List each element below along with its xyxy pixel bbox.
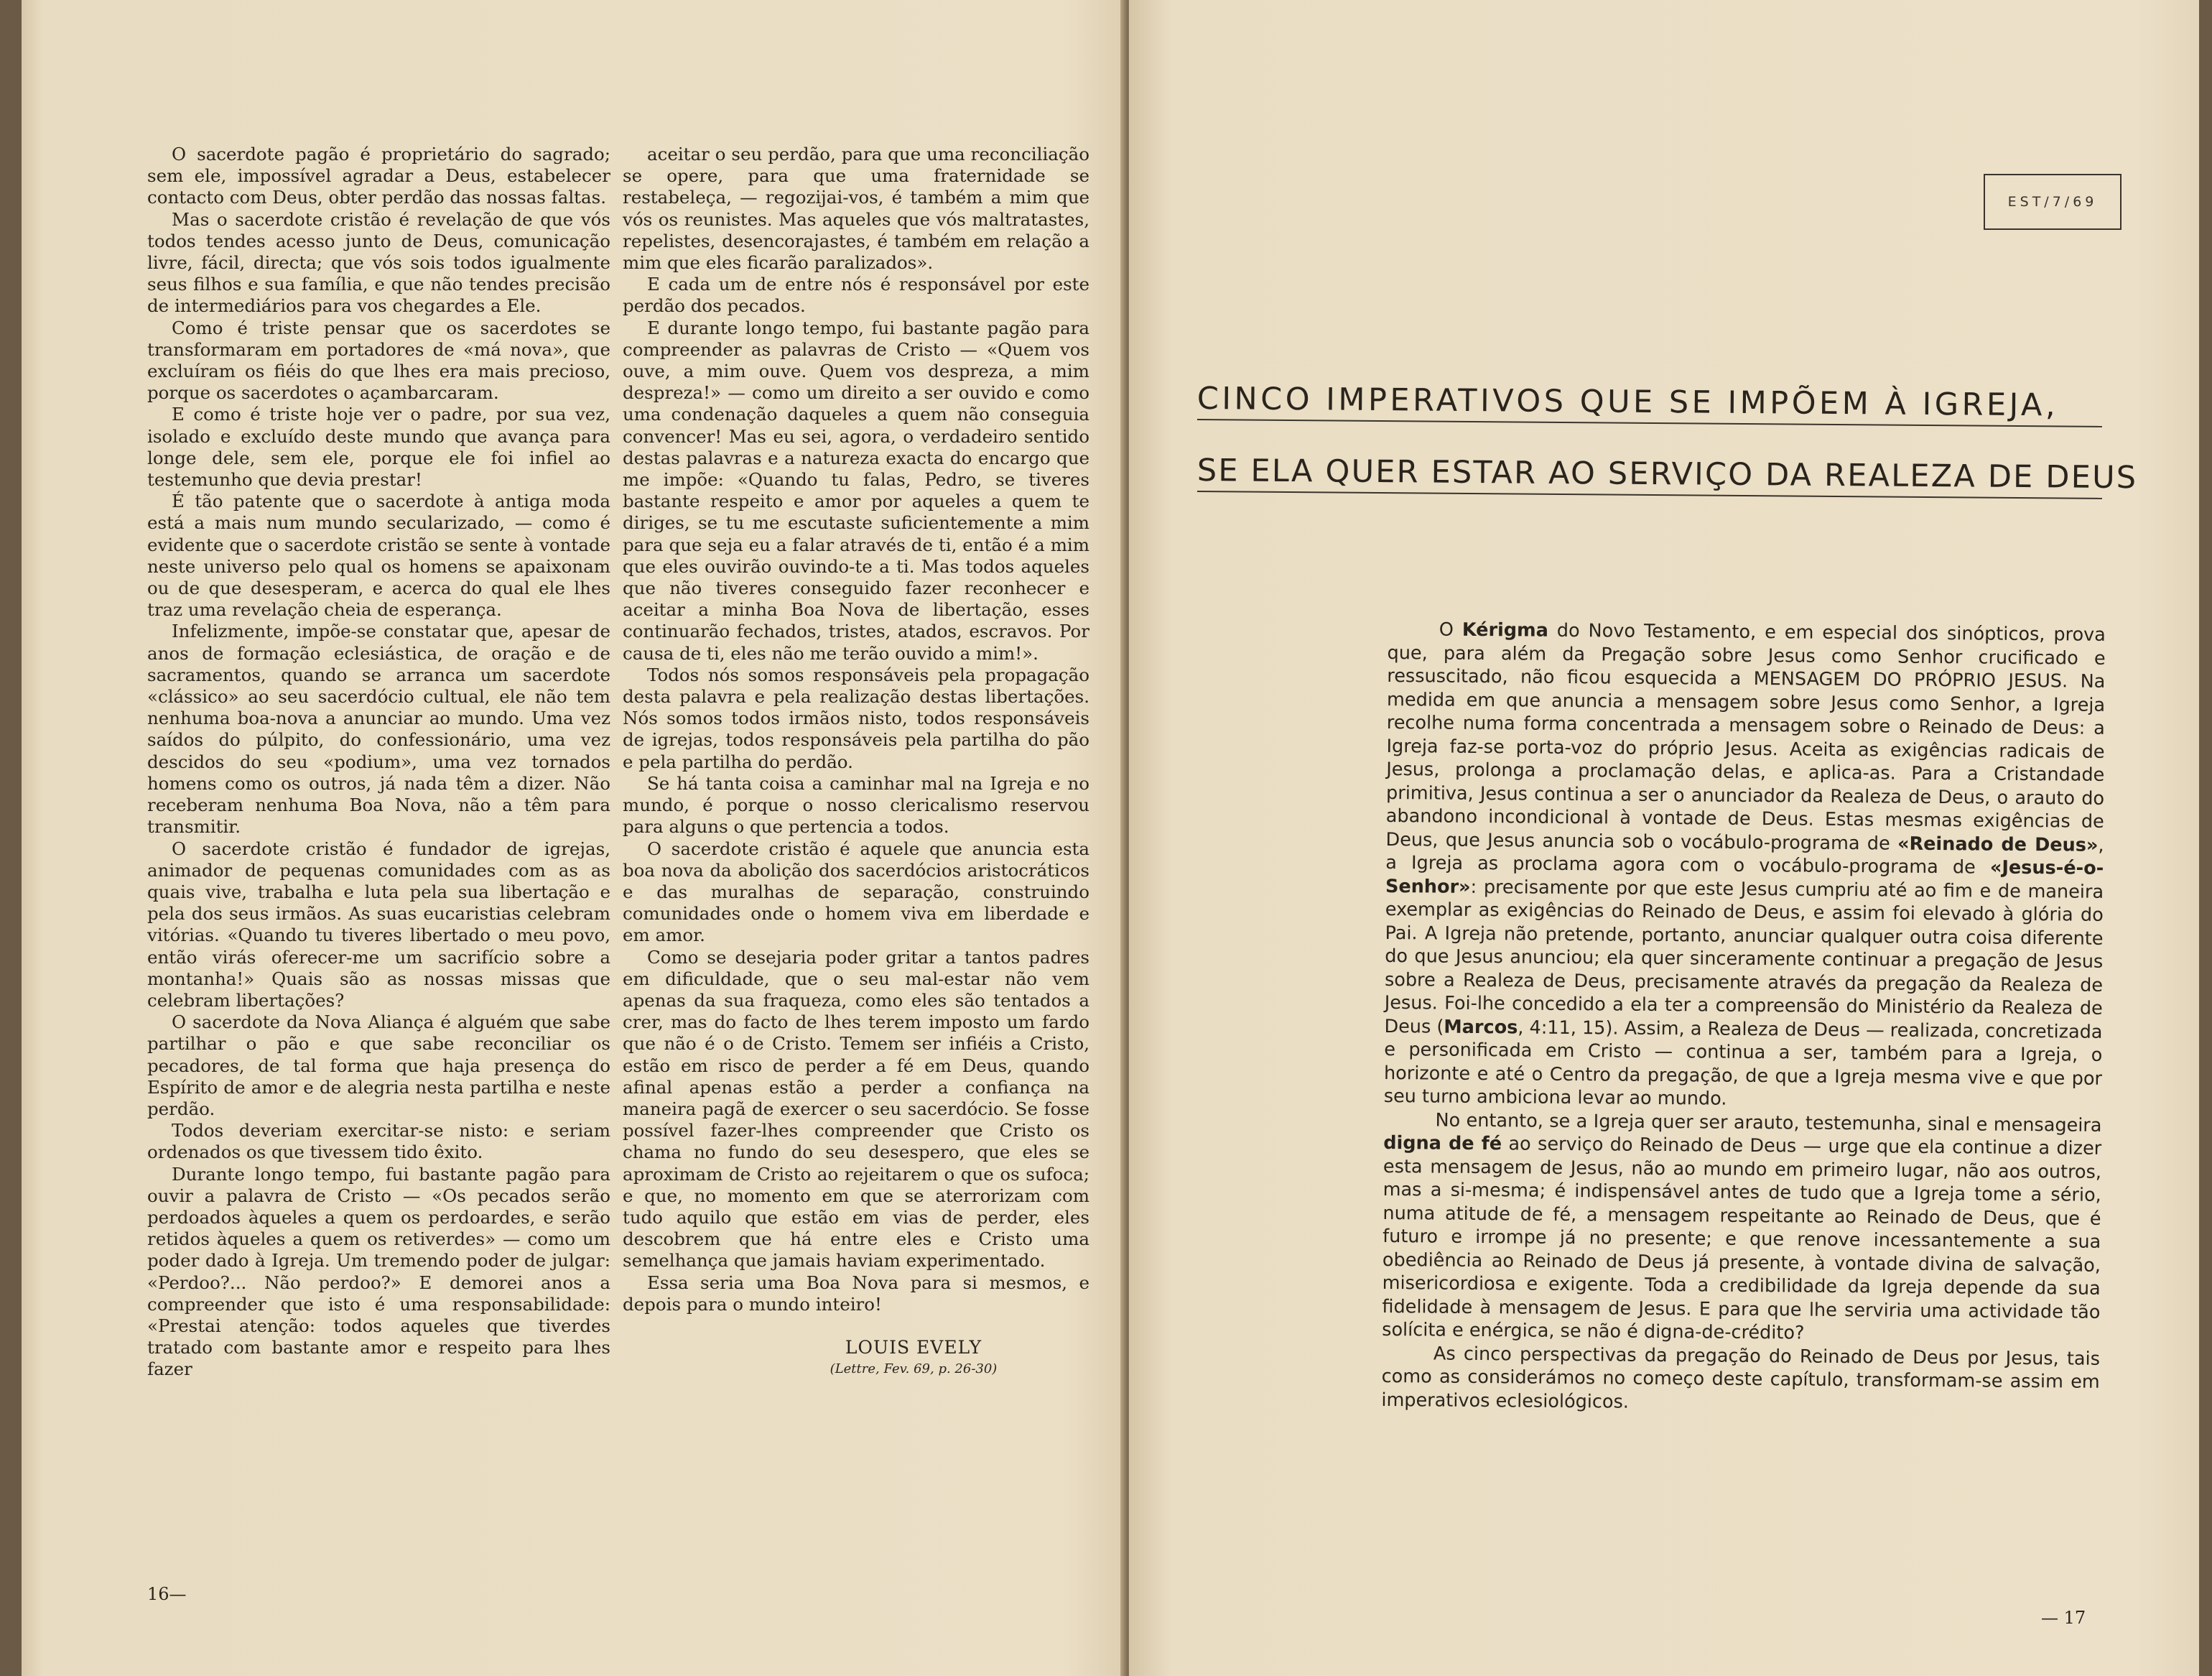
- paragraph: Todos nós somos responsáveis pela propagação desta palavra e pela realização destas libertações. Nós somos todos irmãos nisto, todos responsáveis de igrejas, todos responsáveis pela partilha do pão e pela partilha do perdão.: [623, 664, 1089, 772]
- right-body-text: [1381, 618, 2106, 1417]
- page-number-right: — 17: [2041, 1608, 2086, 1628]
- paragraph: É tão patente que o sacerdote à antiga moda está a mais num mundo secularizado, — como é evidente que o sacerdote cristão se sente à vontade neste universo pelo qual os homens se apaixonam ou de que desesperam, e acerca do qual ele lhes traz uma revelação cheia de esperança.: [147, 491, 610, 621]
- paragraph: Infelizmente, impõe-se constatar que, apesar de anos de formação eclesiástica, de oração e de sacramentos, quando se arranca um sacerdote «clássico» ao seu sacerdócio cultual, ele não tem nenhuma boa-nova a anunciar ao mundo. Uma vez saídos do púlpito, do confessionário, uma vez descidos do seu «podium», uma vez tornados homens como os outros, já nada têm a dizer. Não receberam nenhuma Boa Nova, não a têm para transmitir.: [147, 621, 610, 838]
- right-page: [1129, 0, 2199, 1676]
- paragraph: E cada um de entre nós é responsável por este perdão dos pecados.: [623, 274, 1089, 317]
- left-column-1: [147, 144, 610, 1381]
- source-reference: (Lettre, Fev. 69, p. 26-30): [830, 1361, 998, 1377]
- paragraph: As cinco perspectivas da pregação do Reinado de Deus por Jesus, tais como as considerámos no começo deste capítulo, transformam-se assim em imperativos eclesiológicos.: [1381, 1343, 2101, 1413]
- left-page: [22, 0, 1128, 1676]
- paragraph: Como se desejaria poder gritar a tantos padres em dificuldade, que o seu mal-estar não vem apenas da sua fraqueza, como eles são tentados a crer, mas do facto de lhes terem imposto um fardo que não é o de Cristo. Temem ser infiéis a Cristo, estão em risco de perder a fé em Deus, quando afinal apenas estão a perder a confiança na maneira pagã de exercer o seu sacerdócio. Se fosse possível fazer-lhes compreender que Cristo os chama no fundo do seu desespero, que eles se aproximam de Cristo ao rejeitarem o que os sufoca; e que, no momento em que se aterrorizam com tudo aquilo que estão em vias de perder, eles descobrem que há entre eles e Cristo uma semelhança que jamais haviam experimentado.: [623, 946, 1089, 1272]
- paragraph: E como é triste hoje ver o padre, por sua vez, isolado e excluído deste mundo que avança para longe dele, sem ele, porque ele foi infiel ao testemunho que devia prestar!: [147, 404, 610, 491]
- paragraph: Essa seria uma Boa Nova para si mesmos, e depois para o mundo inteiro!: [623, 1272, 1089, 1315]
- paragraph: Durante longo tempo, fui bastante pagão para ouvir a palavra de Cristo — «Os pecados serão perdoados àqueles a quem os perdoardes, e serão retidos àqueles a quem os retiverdes» — como um poder dado à Igreja. Um tremendo poder de julgar: «Perdoo?... Não perdoo?» E demorei anos a compreender que isto é uma responsabilidade: «Prestai atenção: todos aqueles que tiverdes tratado com bastante amor e respeito para lhes fazer: [147, 1163, 610, 1380]
- document-code: EST/7/69: [1984, 174, 2122, 230]
- paragraph: O sacerdote cristão é aquele que anuncia esta boa nova da abolição dos sacerdócios aristocráticos e das muralhas de separação, construindo comunidades onde o homem viva em liberdade e em amor.: [623, 838, 1089, 946]
- paragraph: No entanto, se a Igreja quer ser arauto, testemunha, sinal e mensageira digna de fé ao serviço do Reinado de Deus — urge que ela continue a dizer esta mensagem de Jesus, não ao mundo em primeiro lugar, não aos outros, mas a si-mesma; é indispensável antes de tudo que a Igreja tome a sério, numa atitude de fé, a mensagem respeitante ao Reinado de Deus, que é futuro e irrompe já no presente; e que renove incessantemente a sua obediência ao Reinado de Deus já presente, à vontade divina de salvação, misericordiosa e exigente. Toda a credibilidade da Igreja depende da sua fidelidade à mensagem de Jesus. E para que lhe serviria uma actividade tão solícita e enérgica, se não é digna-de-crédito?: [1382, 1109, 2102, 1344]
- bold-term: Kérigma: [1462, 619, 1549, 642]
- title-line-2: SE ELA QUER ESTAR AO SERVIÇO DA REALEZA DE DEUS: [1196, 453, 2138, 496]
- bold-term: «Jesus-é-o-Senhor»: [1385, 856, 2104, 898]
- bold-term: Marcos: [1444, 1016, 1518, 1038]
- author-name: LOUIS EVELY: [845, 1336, 982, 1358]
- paragraph: O Kérigma do Novo Testamento, e em especial dos sinópticos, prova que, para além da Pregação sobre Jesus como Senhor crucificado e ressuscitado, não ficou esquecida a MENSAGEM DO PRÓPRIO JESUS. Na medida em que anuncia a mensagem sobre Jesus como Senhor, a Igreja recolhe numa forma concentrada a mensagem sobre o Reinado de Deus: a Igreja faz-se porta-voz do próprio Jesus. Aceita as exigências radicais de Jesus, prolonga a proclamação delas, e aplica-as. Para a Cristandade primitiva, Jesus continua a ser o anunciador da Realeza de Deus, o arauto do abandono incondicional à vontade de Deus. Estas mesmas exigências de Deus, que Jesus anuncia sob o vocábulo-programa de «Reinado de Deus», a Igreja as proclama agora com o vocábulo-programa de «Jesus-é-o-Senhor»: precisamente por que este Jesus cumpriu até ao fim e de maneira exemplar as exigências do Reinado de Deus, e assim foi elevado à glória do Pai. A Igreja não pretende, portanto, anunciar qualquer outra coisa diferente do que Jesus anunciou; ela quer sinceramente continuar a pregação de Jesus sobre a Realeza de Deus, precisamente através da pregação da Realeza de Jesus. Foi-lhe concedido a ela ter a compreensão do Ministério da Realeza de Deus (Marcos, 4:11, 15). Assim, a Realeza de Deus — realizada, concretizada e personificada em Cristo — continua a ser, também para a Igreja, o horizonte e até o Centro da pregação, de que a Igreja mesma vive e que por seu turno ambiciona levar ao mundo.: [1383, 619, 2106, 1110]
- paragraph: Se há tanta coisa a caminhar mal na Igreja e no mundo, é porque o nosso clericalismo reservou para alguns o que pertencia a todos.: [623, 772, 1089, 838]
- left-column-2: [623, 144, 1089, 1380]
- paragraph: E durante longo tempo, fui bastante pagão para compreender as palavras de Cristo — «Quem vos ouve, a mim ouve. Quem vos despreza, a mim despreza!» — como um direito a ser ouvido e como uma condenação daqueles a quem não conseguia convencer! Mas eu sei, agora, o verdadeiro sentido destas palavras e a natureza exacta do encargo que me impõe: «Quando tu falas, Pedro, se tiveres bastante respeito e amor por aqueles a quem te diriges, se tu me escutaste suficientemente a mim para que seja eu a falar através de ti, então é a mim que eles ouvirão ouvindo-te a ti. Mas todos aqueles que não tiveres conseguido fazer reconhecer e aceitar a minha Boa Nova de libertação, esses continuarão fechados, tristes, atados, escravos. Por causa de ti, eles não me terão ouvido a mim!».: [623, 317, 1089, 664]
- paragraph: Todos deveriam exercitar-se nisto: e seriam ordenados os que tivessem tido êxito.: [147, 1120, 610, 1163]
- bold-term: digna de fé: [1383, 1131, 1502, 1155]
- signature: [623, 1337, 1089, 1380]
- title-line-1: CINCO IMPERATIVOS QUE SE IMPÕEM À IGREJA,: [1196, 381, 2059, 424]
- bold-term: «Reinado de Deus»: [1897, 833, 2099, 856]
- paragraph: aceitar o seu perdão, para que uma reconciliação se opere, para que uma fraternidade se restabeleça, — regozijai-vos, é também a mim que vós os reunistes. Mas aqueles que vós maltratastes, repelistes, desencorajastes, é também em relação a mim que eles ficarão paralizados».: [623, 144, 1089, 274]
- paragraph: Como é triste pensar que os sacerdotes se transformaram em portadores de «má nova», que excluíram os fiéis do que lhes era mais precioso, porque os sacerdotes o açambarcaram.: [147, 317, 610, 404]
- paragraph: O sacerdote da Nova Aliança é alguém que sabe partilhar o pão e que sabe reconciliar os pecadores, de tal forma que haja presença do Espírito de amor e de alegria nesta partilha e neste perdão.: [147, 1011, 610, 1119]
- paragraph: Mas o sacerdote cristão é revelação de que vós todos tendes acesso junto de Deus, comunicação livre, fácil, directa; que vós sois todos igualmente seus filhos e sua família, e que não tendes precisão de intermediários para vos chegardes a Ele.: [147, 208, 610, 317]
- paragraph: O sacerdote pagão é proprietário do sagrado; sem ele, impossível agradar a Deus, estabelecer contacto com Deus, obter perdão das nossas faltas.: [147, 144, 610, 208]
- paragraph: O sacerdote cristão é fundador de igrejas, animador de pequenas comunidades com as as quais vive, trabalha e luta pela sua libertação e pela dos seus irmãos. As suas eucaristias celebram vitórias. «Quando tu tiveres libertado o meu povo, então virás oferecer-me um sacrifício sobre a montanha!» Quais são as nossas missas que celebram libertações?: [147, 838, 610, 1011]
- page-number-left: 16—: [147, 1584, 187, 1604]
